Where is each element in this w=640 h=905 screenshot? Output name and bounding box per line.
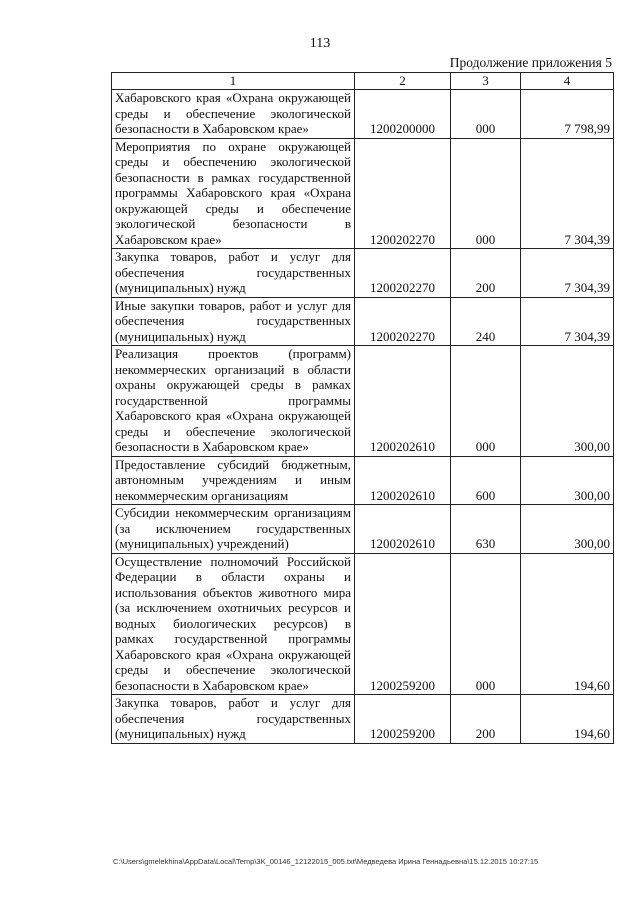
page-number: 113 bbox=[309, 36, 331, 51]
row-code-cell: 1200202270 bbox=[355, 138, 451, 249]
row-sum-cell: 7 304,39 bbox=[521, 249, 614, 298]
row-sum-cell: 7 304,39 bbox=[521, 138, 614, 249]
row-sum-cell: 300,00 bbox=[521, 456, 614, 505]
row-kind-cell: 000 bbox=[451, 346, 521, 457]
column-header-code: 2 bbox=[355, 73, 451, 90]
table-row bbox=[112, 695, 614, 744]
row-code-cell: 1200259200 bbox=[355, 695, 451, 744]
table-row bbox=[112, 456, 614, 505]
column-header-name: 1 bbox=[112, 73, 355, 90]
row-name-cell: Предоставление субсидий бюджетным, автономным учреждениям и иным некоммерческим организациям bbox=[112, 456, 355, 505]
row-code-cell: 1200202270 bbox=[355, 297, 451, 346]
budget-table bbox=[111, 72, 614, 744]
row-name-cell: Хабаровского края «Охрана окружающей среды и обеспечение экологической безопасности в Хабаровском крае» bbox=[112, 90, 355, 139]
row-name-cell: Реализация проектов (программ) некоммерческих организаций в области охраны окружающей среды в рамках государственной программы Хабаровского края «Охрана окружающей среды и обеспечение экологической безопасности в Хабаровском крае» bbox=[112, 346, 355, 457]
row-code-cell: 1200202610 bbox=[355, 346, 451, 457]
row-sum-cell: 7 798,99 bbox=[521, 90, 614, 139]
table-row bbox=[112, 505, 614, 554]
table-row bbox=[112, 297, 614, 346]
row-kind-cell: 630 bbox=[451, 505, 521, 554]
row-kind-cell: 200 bbox=[451, 249, 521, 298]
appendix-continuation-label: Продолжение приложения 5 bbox=[449, 55, 612, 70]
table-header-row bbox=[112, 73, 614, 90]
table-row bbox=[112, 346, 614, 457]
row-name-cell: Закупка товаров, работ и услуг для обеспечения государственных (муниципальных) нужд bbox=[112, 695, 355, 744]
row-name-cell: Закупка товаров, работ и услуг для обеспечения государственных (муниципальных) нужд bbox=[112, 249, 355, 298]
row-sum-cell: 300,00 bbox=[521, 346, 614, 457]
row-sum-cell: 194,60 bbox=[521, 695, 614, 744]
row-kind-cell: 600 bbox=[451, 456, 521, 505]
row-sum-cell: 194,60 bbox=[521, 553, 614, 695]
table-row bbox=[112, 553, 614, 695]
row-name-cell: Осуществление полномочий Российской Федерации в области охраны и использования объектов животного мира (за исключением охотничьих ресурсов и водных биологических ресурсов) в рамках государственной программы Хабаровского края «Охрана окружающей среды и обеспечение экологической безопасности в Хабаровском крае» bbox=[112, 553, 355, 695]
row-kind-cell: 000 bbox=[451, 90, 521, 139]
row-name-cell: Мероприятия по охране окружающей среды и обеспечению экологической безопасности в рамках государственной программы Хабаровского края «Охрана окружающей среды и обеспечение экологической безопасности в Хабаровском крае» bbox=[112, 138, 355, 249]
row-code-cell: 1200202610 bbox=[355, 505, 451, 554]
document-footer-path: C:\Users\gmelekhina\AppData\Local\Temp\3K_00146_12122015_005.txt\Медведева Ирина Геннадьевна\15.12.2015 10:27:15 bbox=[113, 857, 539, 866]
row-code-cell: 1200202610 bbox=[355, 456, 451, 505]
row-kind-cell: 000 bbox=[451, 553, 521, 695]
row-kind-cell: 000 bbox=[451, 138, 521, 249]
row-name-cell: Субсидии некоммерческим организациям (за исключением государственных (муниципальных) учреждений) bbox=[112, 505, 355, 554]
row-code-cell: 1200202270 bbox=[355, 249, 451, 298]
table-row bbox=[112, 138, 614, 249]
row-code-cell: 1200259200 bbox=[355, 553, 451, 695]
row-code-cell: 1200200000 bbox=[355, 90, 451, 139]
column-header-sum: 4 bbox=[521, 73, 614, 90]
table-row bbox=[112, 249, 614, 298]
row-kind-cell: 240 bbox=[451, 297, 521, 346]
row-sum-cell: 7 304,39 bbox=[521, 297, 614, 346]
row-kind-cell: 200 bbox=[451, 695, 521, 744]
row-name-cell: Иные закупки товаров, работ и услуг для обеспечения государственных (муниципальных) нужд bbox=[112, 297, 355, 346]
table-row bbox=[112, 90, 614, 139]
column-header-kind: 3 bbox=[451, 73, 521, 90]
row-sum-cell: 300,00 bbox=[521, 505, 614, 554]
